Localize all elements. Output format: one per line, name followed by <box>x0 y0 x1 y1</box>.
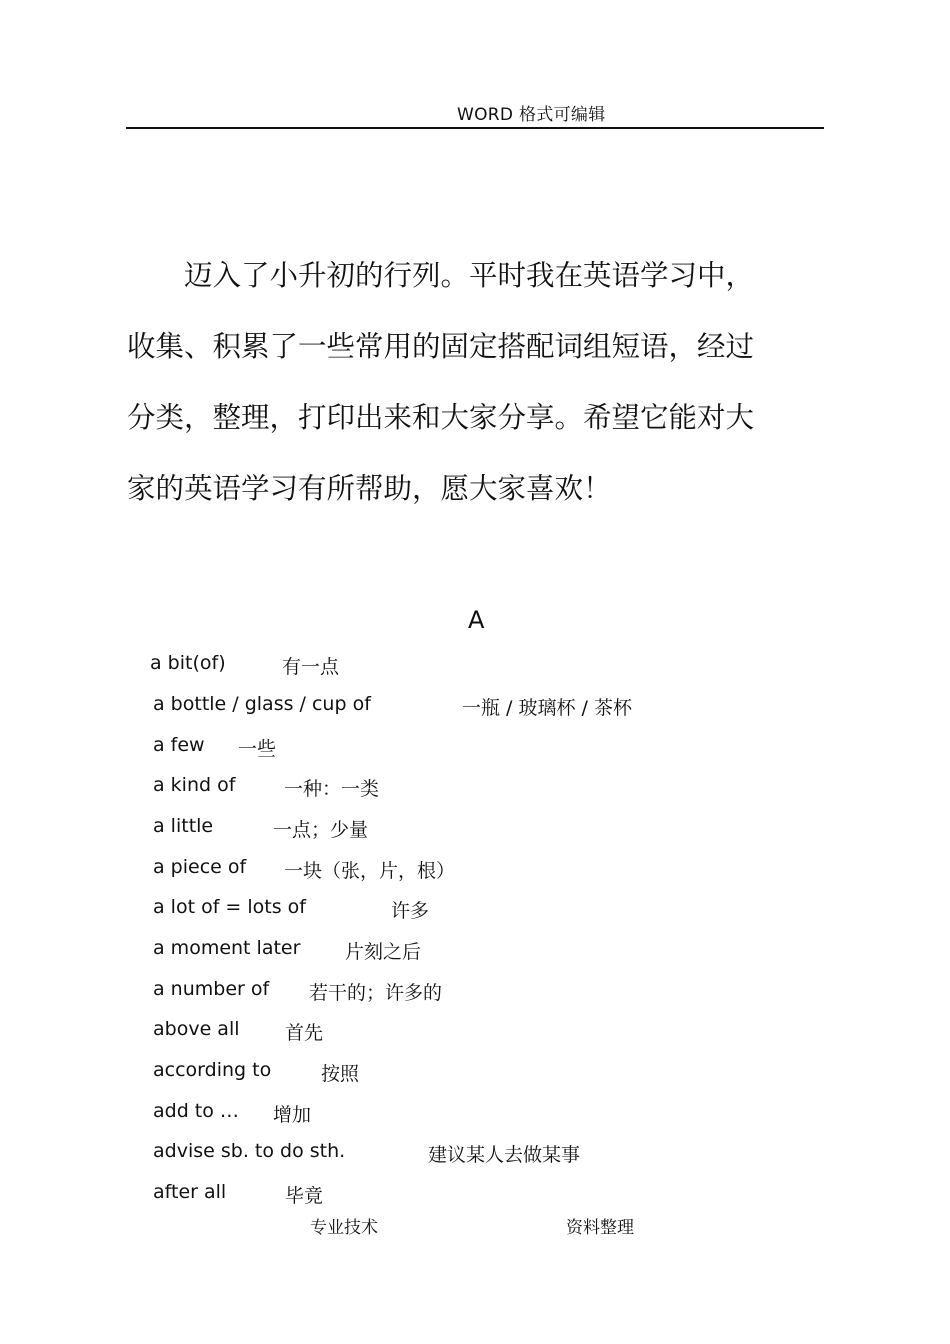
phrase-english: a piece of <box>153 856 247 878</box>
phrase-chinese: 若干的；许多的 <box>309 982 443 1004</box>
footer-right-text: 资料整理 <box>566 1218 634 1238</box>
header-text: WORD 格式可编辑 <box>457 105 606 125</box>
intro-paragraph <box>127 240 807 524</box>
phrase-english: a moment later <box>153 937 301 959</box>
phrase-chinese: 一瓶 / 玻璃杯 / 茶杯 <box>462 697 632 719</box>
phrase-chinese: 一种：一类 <box>284 778 380 800</box>
phrase-chinese: 毕竟 <box>285 1185 324 1207</box>
phrase-chinese: 一点；少量 <box>273 819 369 841</box>
intro-line: 收集、积累了一些常用的固定搭配词组短语，经过 <box>127 330 755 363</box>
phrase-english: according to <box>153 1059 272 1081</box>
phrase-english: a bottle / glass / cup of <box>153 693 371 715</box>
phrase-english: a number of <box>153 978 270 1000</box>
phrase-chinese: 一些 <box>238 738 277 760</box>
phrase-chinese: 许多 <box>391 900 430 922</box>
phrase-chinese: 首先 <box>285 1022 324 1044</box>
phrase-english: a kind of <box>153 774 236 796</box>
phrase-english: advise sb. to do sth. <box>153 1140 346 1162</box>
intro-line: 家的英语学习有所帮助，愿大家喜欢！ <box>127 472 612 505</box>
phrase-english: add to … <box>153 1100 239 1122</box>
phrase-chinese: 片刻之后 <box>345 941 422 963</box>
section-heading: A <box>468 606 485 634</box>
phrase-english: a lot of = lots of <box>153 896 306 918</box>
phrase-english: a little <box>153 815 214 837</box>
phrase-english: a bit(of) <box>150 652 226 674</box>
phrase-chinese: 建议某人去做某事 <box>428 1144 581 1166</box>
phrase-chinese: 有一点 <box>282 656 340 678</box>
intro-line: 分类，整理，打印出来和大家分享。希望它能对大 <box>127 401 755 434</box>
phrase-english: a few <box>153 734 205 756</box>
intro-line: 迈入了小升初的行列。平时我在英语学习中， <box>127 259 755 292</box>
phrase-chinese: 按照 <box>321 1063 360 1085</box>
phrase-chinese: 增加 <box>273 1104 312 1126</box>
footer-left-text: 专业技术 <box>310 1218 378 1238</box>
header-divider <box>126 127 824 129</box>
phrase-chinese: 一块（张，片，根） <box>284 860 456 882</box>
phrase-english: above all <box>153 1018 240 1040</box>
phrase-english: after all <box>153 1181 227 1203</box>
